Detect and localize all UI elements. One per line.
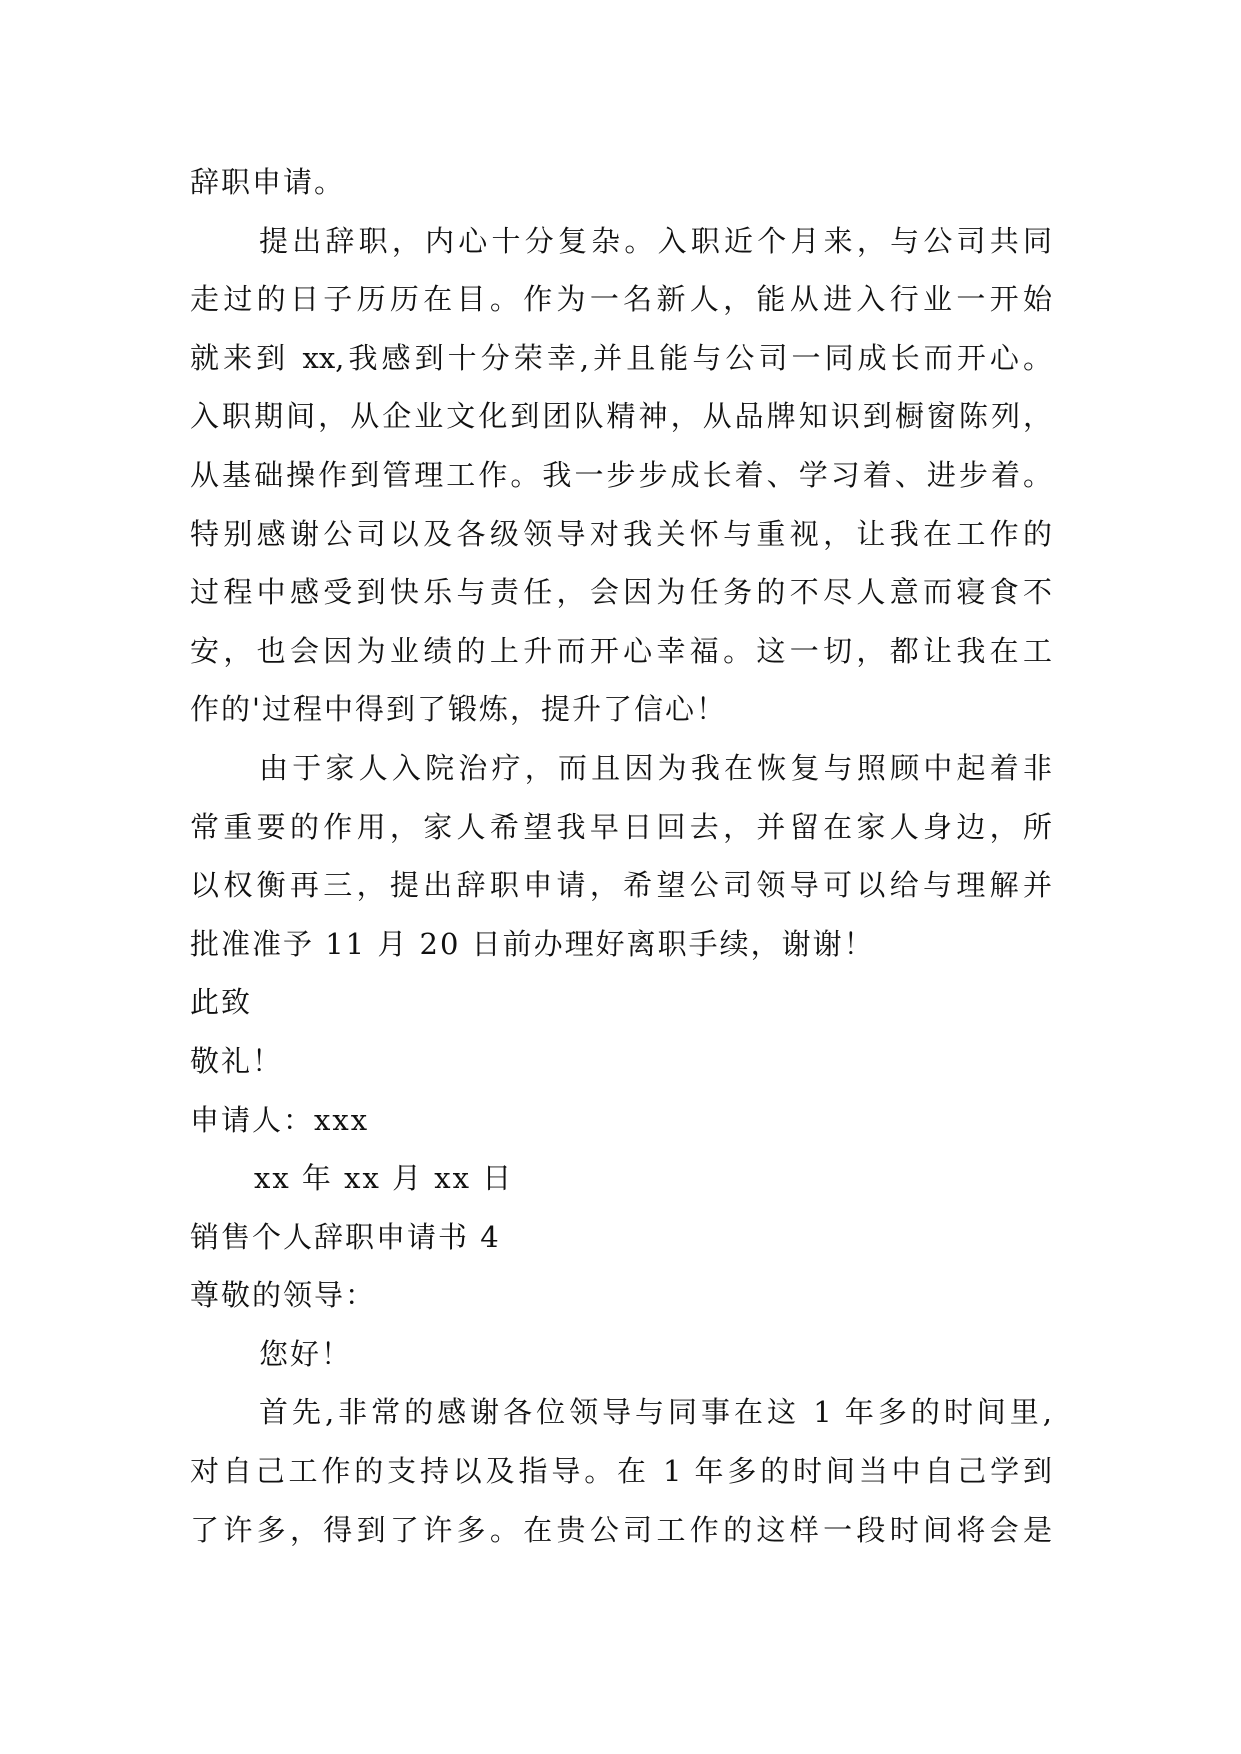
paragraph-line: 从基础操作到管理工作。我一步步成长着、学习着、进步着。 <box>190 457 1052 492</box>
paragraph-line: 对自己工作的支持以及指导。在 1 年多的时间当中自己学到 <box>190 1454 1052 1489</box>
paragraph-line: 特别感谢公司以及各级领导对我关怀与重视，让我在工作的 <box>190 516 1052 551</box>
paragraph <box>190 212 1052 739</box>
previous-letter-tail <box>190 153 1052 1208</box>
date-line: xx 年 xx 月 xx 日 <box>254 1161 514 1196</box>
letter-section <box>190 1208 1052 1560</box>
paragraph <box>190 739 1052 973</box>
paragraph-line: 了许多，得到了许多。在贵公司工作的这样一段时间将会是 <box>190 1512 1052 1547</box>
applicant-line: 申请人：xxx <box>190 1102 370 1137</box>
paragraph <box>190 1383 1052 1559</box>
paragraph-line: 以权衡再三，提出辞职申请，希望公司领导可以给与理解并 <box>190 868 1052 903</box>
paragraph-line: 作的'过程中得到了锻炼，提升了信心！ <box>190 692 727 727</box>
paragraph-line: 由于家人入院治疗，而且因为我在恢复与照顾中起着非 <box>259 750 1052 785</box>
closing-line: 此致 <box>190 985 253 1020</box>
addressee-line: 尊敬的领导： <box>190 1278 377 1313</box>
paragraph-line: 入职期间，从企业文化到团队精神，从品牌知识到橱窗陈列， <box>190 399 1052 434</box>
paragraph-line: 批准准予 11 月 20 日前办理好离职手续，谢谢！ <box>190 926 875 961</box>
paragraph-line: 走过的日子历历在目。作为一名新人，能从进入行业一开始 <box>190 282 1052 317</box>
regards-line: 敬礼！ <box>190 1043 284 1078</box>
greeting-line: 您好！ <box>259 1336 353 1371</box>
paragraph-line: 安，也会因为业绩的上升而开心幸福。这一切，都让我在工 <box>190 633 1052 668</box>
paragraph-line: 提出辞职，内心十分复杂。入职近个月来，与公司共同 <box>259 223 1052 258</box>
paragraph-line: 常重要的作用，家人希望我早日回去，并留在家人身边，所 <box>190 809 1052 844</box>
continued-text-line: 辞职申请。 <box>190 165 346 199</box>
paragraph-line: 首先,非常的感谢各位领导与同事在这 1 年多的时间里, <box>259 1395 1052 1430</box>
paragraph-line: 过程中感受到快乐与责任，会因为任务的不尽人意而寝食不 <box>190 575 1052 610</box>
document-body <box>190 153 1052 1559</box>
letter-title: 销售个人辞职申请书 4 <box>190 1219 501 1254</box>
paragraph-line: 就来到 xx,我感到十分荣幸,并且能与公司一同成长而开心。 <box>190 340 1052 375</box>
